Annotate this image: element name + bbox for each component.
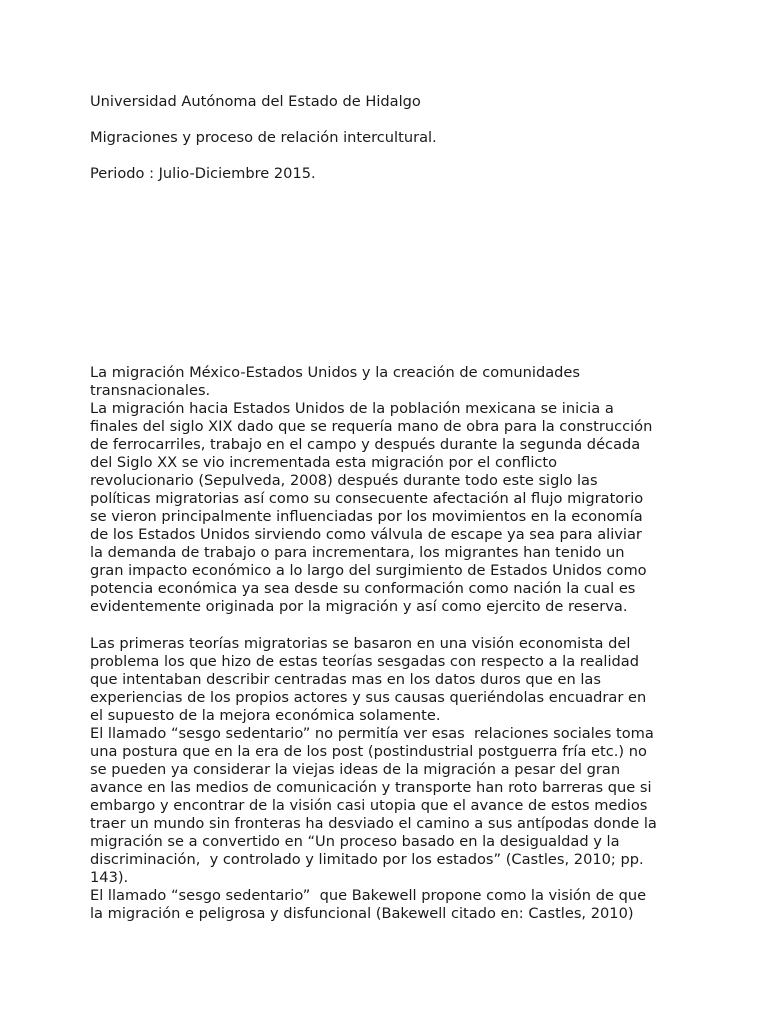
paragraph-line: políticas migratorias así como su consecuente afectación al flujo migratorio <box>90 490 644 507</box>
paragraph-line: 143). <box>90 869 129 886</box>
paragraph-line: se vieron principalmente influenciadas por los movimientos en la economía <box>90 508 643 525</box>
paragraph-line: experiencias de los propios actores y sus causas queriéndolas encuadrar en <box>90 689 647 706</box>
paragraph-line: de los Estados Unidos sirviendo como válvula de escape ya sea para aliviar <box>90 526 642 543</box>
paragraph-line: avance en las medios de comunicación y transporte han roto barreras que si <box>90 779 652 796</box>
paragraph-line: migración se a convertido en “Un proceso basado en la desigualdad y la <box>90 833 620 850</box>
title-line: transnacionales. <box>90 382 211 399</box>
period-text: Periodo : Julio-Diciembre 2015. <box>90 165 316 182</box>
paragraph-line: una postura que en la era de los post (postindustrial postguerra fría etc.) no <box>90 743 647 760</box>
paragraph-line: embargo y encontrar de la visión casi utopia que el avance de estos medios <box>90 797 648 814</box>
paragraph-line: de ferrocarriles, trabajo en el campo y después durante la segunda década <box>90 436 641 453</box>
paragraph-line: el supuesto de la mejora económica solamente. <box>90 707 441 724</box>
paragraph-line: revolucionario (Sepulveda, 2008) después durante todo este siglo las <box>90 472 598 489</box>
paragraph-line: La migración hacia Estados Unidos de la población mexicana se inicia a <box>90 400 614 417</box>
institution-name: Universidad Autónoma del Estado de Hidalgo <box>90 93 421 110</box>
paragraph-line: traer un mundo sin fronteras ha desviado el camino a sus antípodas donde la <box>90 815 657 832</box>
paragraph-line: El llamado “sesgo sedentario” no permitía ver esas relaciones sociales toma <box>90 725 654 742</box>
paragraph-line: la demanda de trabajo o para incrementara, los migrantes han tenido un <box>90 544 625 561</box>
paragraph-line: gran impacto económico a lo largo del surgimiento de Estados Unidos como <box>90 562 647 579</box>
paragraph-line: Las primeras teorías migratorias se basaron en una visión economista del <box>90 635 631 652</box>
paragraph-line: que intentaban describir centradas mas en los datos duros que en las <box>90 671 601 688</box>
paragraph-line: potencia económica ya sea desde su conformación como nación la cual es <box>90 580 636 597</box>
paragraph-line: finales del siglo XIX dado que se requería mano de obra para la construcción <box>90 418 653 435</box>
paragraph-line: El llamado “sesgo sedentario” que Bakewell propone como la visión de que <box>90 887 647 904</box>
paragraph-line: problema los que hizo de estas teorías sesgadas con respecto a la realidad <box>90 653 639 670</box>
title-line: La migración México-Estados Unidos y la creación de comunidades <box>90 364 581 381</box>
paragraph-line: la migración e peligrosa y disfuncional (Bakewell citado en: Castles, 2010) <box>90 905 634 922</box>
paragraph-line: del Siglo XX se vio incrementada esta migración por el conflicto <box>90 454 558 471</box>
paragraph-line: discriminación, y controlado y limitado por los estados” (Castles, 2010; pp. <box>90 851 644 868</box>
paragraph-line: se pueden ya considerar la viejas ideas de la migración a pesar del gran <box>90 761 621 778</box>
paragraph-line: evidentemente originada por la migración y así como ejercito de reserva. <box>90 598 628 615</box>
course-title: Migraciones y proceso de relación intercultural. <box>90 129 437 146</box>
